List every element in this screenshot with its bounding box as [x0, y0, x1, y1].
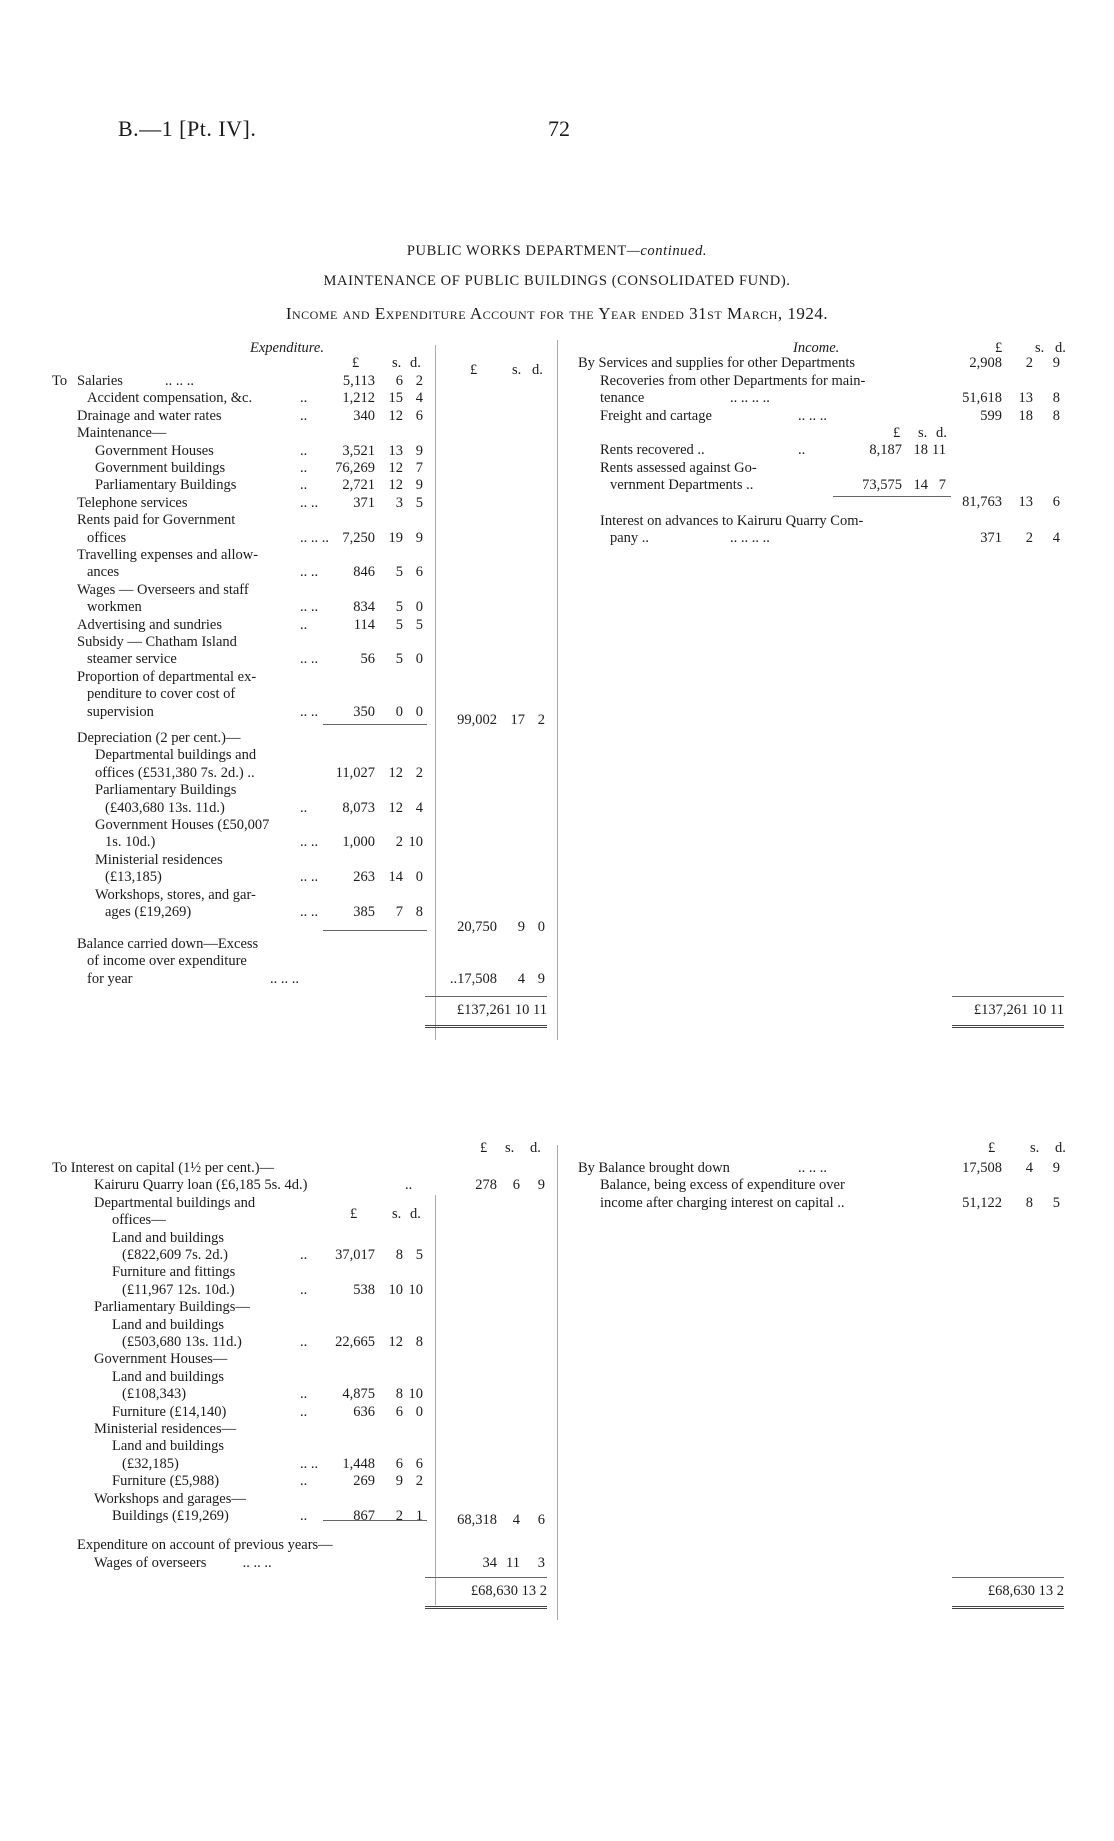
exp-subtotal2-pounds: 20,750	[457, 919, 497, 935]
int-line-dots: .. ..	[300, 1455, 319, 1472]
int-line-dots: ..	[300, 1247, 308, 1263]
balance-line-label: of income over expenditure	[87, 953, 247, 970]
int-subtotal-shillings: 4	[512, 1512, 520, 1528]
inc-line-label: Freight and cartage	[600, 408, 712, 424]
right2-line-dots: .. .. ..	[798, 1160, 827, 1176]
dep-line-shillings: 12	[388, 764, 403, 781]
dep-line-shillings: 7	[395, 904, 403, 920]
int-line-pounds: 636	[353, 1403, 375, 1420]
exp-line-shillings: 12	[388, 460, 403, 476]
exp-line-label: ances	[87, 564, 120, 581]
inc-line-pence: 9	[1052, 355, 1060, 371]
int-line-label: Land and buildings	[112, 1438, 224, 1455]
inc-line-pence: 4	[1052, 530, 1060, 546]
inc-line-dots: .. .. .. ..	[730, 530, 770, 546]
exp-line-dots: .. ..	[300, 703, 319, 720]
inc-inner-pence: 11	[932, 442, 946, 458]
expenditure-total: £137,261 10 11	[456, 1002, 547, 1018]
wages-pounds: 34	[482, 1555, 497, 1571]
exp-line-pence: 0	[415, 703, 423, 720]
dep-line-pence: 4	[415, 799, 423, 816]
inc-line-dots: ..	[798, 442, 806, 458]
exp-line-label: Subsidy — Chatham Island	[77, 634, 237, 650]
center-divider-lower	[557, 1145, 558, 1620]
exp-line-label: Drainage and water rates	[77, 407, 222, 424]
inc-inner-pound-head: £	[893, 425, 901, 441]
inc-line-label: By Services and supplies for other Departments	[578, 355, 856, 371]
dep-line-pounds: 11,027	[335, 764, 375, 781]
exp-line-shillings: 5	[395, 651, 403, 668]
balance-carried-pence: 9	[537, 971, 545, 987]
int-line-pence: 10	[408, 1386, 423, 1403]
exp-outer-pence-head: d.	[532, 362, 543, 378]
inc-line-shillings: 13	[1018, 494, 1033, 510]
inc-line-label: pany ..	[610, 530, 650, 546]
int-line-dots: ..	[300, 1473, 308, 1490]
int-total-line-pence: 9	[537, 1177, 545, 1194]
balance-line-label: Balance carried down—Excess	[77, 936, 259, 952]
right2-total-double-rule	[952, 1606, 1064, 1609]
exp-line-dots: ..	[300, 390, 308, 407]
inc-line-label: Rents assessed against Go-	[600, 460, 757, 476]
exp-line-label: Rents paid for Government	[77, 512, 236, 529]
exp-line-pence: 5	[415, 494, 423, 511]
inc-line-shillings: 2	[1025, 355, 1033, 371]
exp-line-pence: 6	[415, 564, 423, 581]
dep-line-pence: 10	[408, 834, 423, 851]
right2-line-shillings: 4	[1025, 1160, 1033, 1176]
int-line-label: Land and buildings	[112, 1368, 224, 1385]
exp-line-shillings: 5	[395, 616, 403, 633]
right2-line-pence: 9	[1052, 1160, 1060, 1176]
balance-carried-pounds: ..17,508	[449, 971, 497, 987]
account-title: Income and Expenditure Account for the Year ended 31st March, 1924.	[285, 304, 829, 323]
exp-line-label: Government buildings	[95, 460, 226, 476]
int-total-double-rule	[425, 1606, 547, 1609]
dep-line-label: 1s. 10d.)	[105, 834, 156, 851]
int-line-shillings: 6	[395, 1455, 403, 1472]
int-line-label: Workshops and garages—	[94, 1490, 246, 1507]
int-line-pounds: 1,448	[342, 1455, 375, 1472]
inc-pound-head: £	[995, 340, 1003, 356]
exp-line-label: supervision	[87, 703, 154, 720]
int-line-label: Land and buildings	[112, 1229, 224, 1246]
int-inner-pound-head: £	[350, 1206, 358, 1222]
exp-line-pounds: 114	[353, 616, 375, 633]
int-line-pence: 10	[408, 1281, 423, 1298]
dep-line-shillings: 2	[395, 834, 403, 851]
inc-inner-pence: 7	[938, 477, 946, 493]
right2-line-label: By Balance brought down	[578, 1160, 730, 1176]
exp-line-pence: 9	[415, 477, 423, 494]
exp-line-dots: .. ..	[300, 494, 319, 511]
exp-line-shillings: 15	[388, 390, 403, 407]
int-line-label: Departmental buildings and	[94, 1194, 256, 1211]
int-line-label: (£11,967 12s. 10d.)	[122, 1281, 235, 1298]
inc-inner-shilling-head: s.	[918, 425, 928, 441]
center-divider	[557, 340, 558, 1040]
int-line-shillings: 8	[395, 1247, 403, 1263]
exp-line-pence: 9	[415, 442, 423, 459]
int-line-dots: ..	[300, 1508, 308, 1524]
dep-line-label: Government Houses (£50,007	[95, 817, 270, 833]
int-line-label: (£108,343)	[122, 1386, 187, 1403]
exp-line-pence: 9	[415, 529, 423, 546]
right2-line-pounds: 17,508	[962, 1160, 1002, 1176]
exp-line-shillings: 12	[388, 407, 403, 424]
exp-line-label: Advertising and sundries	[77, 616, 222, 633]
int-line-label: Parliamentary Buildings—	[94, 1299, 250, 1316]
bal-shilling-head: s.	[1030, 1140, 1040, 1156]
inc-inner-pounds: 73,575	[862, 477, 902, 493]
dep-line-shillings: 14	[388, 869, 403, 886]
exp-line-shillings: 12	[388, 477, 403, 494]
inc-inner-pence-head: d.	[936, 425, 947, 441]
fund-title: MAINTENANCE OF PUBLIC BUILDINGS (CONSOLIDATED FUND).	[323, 273, 791, 289]
exp-outer-pound-head: £	[470, 362, 478, 378]
exp-line-pounds: 350	[353, 703, 375, 720]
exp-line-pounds: 5,113	[342, 373, 375, 389]
int-line-pounds: 4,875	[342, 1386, 375, 1403]
page-number: 72	[548, 116, 570, 141]
inc-line-label: Recoveries from other Departments for main-	[600, 373, 866, 389]
exp-line-label: Travelling expenses and allow-	[77, 547, 259, 563]
inc-line-pence: 8	[1052, 390, 1060, 406]
int-line-label: (£32,185)	[122, 1455, 179, 1472]
exp-line-pence: 0	[415, 651, 423, 668]
exp-line-label: penditure to cover cost of	[87, 686, 236, 703]
dep-line-label: ages (£19,269)	[105, 904, 192, 920]
dep-line-pounds: 1,000	[342, 834, 375, 851]
exp-outer-shilling-head: s.	[512, 362, 522, 378]
exp-line-dots: ..	[300, 407, 308, 424]
int-line-label: Buildings (£19,269)	[112, 1508, 229, 1524]
balance-dots: .. .. ..	[270, 971, 299, 987]
exp-line-label: Wages — Overseers and staff	[77, 581, 249, 598]
left-column-divider-lower	[435, 1195, 436, 1605]
exp-line-label: Parliamentary Buildings	[95, 477, 237, 494]
inc-line-label: vernment Departments ..	[610, 477, 754, 493]
exp-line-pence: 5	[415, 616, 423, 633]
inc-line-dots: .. .. .. ..	[730, 390, 770, 406]
previous-years-label: Expenditure on account of previous years—	[77, 1537, 333, 1553]
dep-line-pence: 0	[415, 869, 423, 886]
int-line-dots: ..	[300, 1403, 308, 1420]
dep-line-shillings: 12	[388, 799, 403, 816]
exp-line-pounds: 56	[360, 651, 375, 668]
inc-inner-shillings: 18	[913, 442, 928, 458]
int-line-shillings: 12	[388, 1334, 403, 1350]
exp-line-pounds: 371	[353, 494, 375, 511]
exp-line-pence: 6	[415, 407, 423, 424]
int-pound-head: £	[480, 1140, 488, 1156]
int-line-pounds: 37,017	[335, 1247, 375, 1263]
exp-line-dots: ..	[300, 442, 308, 459]
dep-line-label: Parliamentary Buildings	[95, 782, 237, 799]
exp-inner-pound-head: £	[352, 355, 360, 371]
exp-line-label: Government Houses	[95, 442, 214, 459]
exp-line-shillings: 5	[395, 564, 403, 581]
int-line-label: Government Houses—	[94, 1351, 228, 1368]
exp-subtotal1-pounds: 99,002	[457, 712, 497, 728]
int-line-dots: ..	[300, 1386, 308, 1403]
exp-line-dots: .. ..	[300, 599, 319, 616]
inc-inner-pounds: 8,187	[869, 442, 902, 458]
dep-line-dots: .. ..	[300, 904, 319, 920]
to-prefix: To	[52, 373, 68, 389]
int-line-label: (£503,680 13s. 11d.)	[122, 1334, 242, 1350]
exp-line-dots: .. ..	[300, 564, 319, 581]
int-subtotal-pence: 6	[537, 1512, 545, 1528]
exp-line-dots: ..	[300, 616, 308, 633]
int-line-pence: 1	[415, 1508, 423, 1524]
exp-inner-shilling-head: s.	[392, 355, 402, 371]
wages-overseers-label: Wages of overseers .. .. ..	[94, 1555, 272, 1571]
int-line-label: Ministerial residences—	[94, 1421, 237, 1437]
int-line-shillings: 9	[395, 1473, 403, 1490]
exp-inner-pence-head: d.	[410, 355, 421, 371]
int-total-line-pounds: 278	[475, 1177, 497, 1194]
inc-line-shillings: 2	[1025, 530, 1033, 546]
int-line-label: Furniture (£5,988)	[112, 1473, 220, 1490]
int-total-line-shillings: 6	[512, 1177, 520, 1194]
int-inner-shilling-head: s.	[392, 1206, 402, 1222]
inc-line-shillings: 18	[1018, 408, 1033, 424]
exp-line-pence: 2	[415, 373, 423, 389]
exp-line-label: steamer service	[87, 651, 177, 668]
exp-line-dots: ..	[300, 460, 308, 476]
int-line-label: To Interest on capital (1½ per cent.)—	[52, 1160, 275, 1176]
dep-line-label: (£13,185)	[105, 869, 162, 886]
int-subtotal-pounds: 68,318	[457, 1512, 497, 1528]
int-line-pounds: 867	[353, 1508, 375, 1524]
dep-line-dots: ..	[300, 799, 308, 816]
int-line-shillings: 10	[388, 1281, 403, 1298]
exp-subtotal2-pence: 0	[537, 919, 545, 935]
exp-line-shillings: 19	[388, 529, 403, 546]
exp-line-shillings: 0	[395, 703, 403, 720]
exp-line-label: workmen	[87, 599, 142, 616]
int-line-label: Land and buildings	[112, 1316, 224, 1333]
exp-line-shillings: 6	[395, 373, 403, 389]
exp-line-pounds: 340	[353, 407, 375, 424]
inc-line-pounds: 2,908	[969, 355, 1002, 371]
exp-subtotal2-shillings: 9	[517, 919, 525, 935]
int-line-shillings: 8	[395, 1386, 403, 1403]
int-line-shillings: 2	[395, 1508, 403, 1524]
right2-line-label: income after charging interest on capital ..	[600, 1194, 845, 1211]
dep-line-pounds: 385	[353, 904, 375, 920]
exp-line-dots: ..	[300, 477, 308, 494]
dep-line-dots: .. ..	[300, 834, 319, 851]
exp-line-label: Maintenance—	[77, 425, 167, 442]
interest-total: £68,630 13 2	[470, 1583, 547, 1599]
exp-subtotal1-shillings: 17	[510, 712, 525, 728]
exp-line-pence: 4	[415, 390, 423, 407]
int-line-pounds: 538	[353, 1281, 375, 1298]
exp-line-pounds: 2,721	[342, 477, 375, 494]
inc-total-double-rule	[952, 1025, 1064, 1028]
exp-subtotal1-pence: 2	[537, 712, 545, 728]
exp-line-label: Proportion of departmental ex-	[77, 668, 257, 685]
int-line-pounds: 22,665	[335, 1334, 375, 1350]
inc-inner-shillings: 14	[913, 477, 928, 493]
exp-line-dots: .. .. ..	[300, 529, 329, 546]
exp-line-pounds: 846	[353, 564, 375, 581]
income-heading: Income.	[793, 340, 840, 356]
inc-line-pounds: 51,618	[962, 390, 1002, 406]
exp-total-rule	[425, 996, 547, 997]
inc-line-pounds: 599	[980, 408, 1002, 424]
int-shilling-head: s.	[505, 1140, 515, 1156]
int-line-label: offices—	[112, 1212, 166, 1229]
inc-line-label: tenance	[600, 390, 645, 406]
inc-line-label: Interest on advances to Kairuru Quarry Com-	[600, 513, 864, 529]
int-line-dots: ..	[300, 1334, 308, 1350]
exp-line-label: Accident compensation, &c.	[87, 390, 253, 407]
inc-rule-1	[833, 496, 951, 497]
dep-line-label: Ministerial residences	[95, 851, 223, 868]
inc-line-pence: 8	[1052, 408, 1060, 424]
inc-total-rule	[952, 996, 1064, 997]
int-line-dots: ..	[405, 1177, 413, 1194]
dep-line-dots: .. ..	[300, 869, 319, 886]
inc-line-pounds: 81,763	[962, 494, 1002, 510]
right2-total-rule	[952, 1577, 1064, 1578]
int-line-label: Furniture and fittings	[112, 1264, 236, 1281]
inc-line-pence: 6	[1052, 494, 1060, 510]
dep-line-pounds: 263	[353, 869, 375, 886]
exp-line-pounds: 834	[353, 599, 375, 616]
int-line-label: Furniture (£14,140)	[112, 1403, 227, 1420]
dep-line-label: Depreciation (2 per cent.)—	[77, 730, 241, 746]
inc-line-pounds: 371	[980, 530, 1002, 546]
exp-line-pounds: 7,250	[342, 529, 375, 546]
int-inner-pence-head: d.	[410, 1206, 421, 1222]
exp-line-pounds: 76,269	[335, 460, 375, 476]
wages-shillings: 11	[506, 1555, 520, 1571]
inc-shilling-head: s.	[1035, 340, 1045, 356]
exp-line-shillings: 5	[395, 599, 403, 616]
inc-line-label: Rents recovered ..	[600, 442, 705, 458]
exp-line-pence: 7	[415, 460, 423, 476]
right2-line-shillings: 8	[1025, 1194, 1033, 1211]
exp-line-dots: .. .. ..	[165, 373, 194, 389]
inc-line-shillings: 13	[1018, 390, 1033, 406]
exp-line-pence: 0	[415, 599, 423, 616]
int-line-label: Kairuru Quarry loan (£6,185 5s. 4d.)	[94, 1177, 308, 1194]
dep-line-pence: 8	[415, 904, 423, 920]
exp-line-shillings: 13	[388, 442, 403, 459]
inc-pence-head: d.	[1055, 340, 1066, 356]
balance-right-total: £68,630 13 2	[987, 1583, 1064, 1599]
int-line-pence: 2	[415, 1473, 423, 1490]
dep-line-label: Workshops, stores, and gar-	[95, 886, 256, 903]
right2-line-label: Balance, being excess of expenditure over	[600, 1177, 845, 1194]
balance-carried-shillings: 4	[517, 971, 525, 987]
right2-line-pence: 5	[1052, 1194, 1060, 1211]
wages-pence: 3	[537, 1555, 545, 1571]
dep-line-pence: 2	[415, 764, 423, 781]
exp-line-label: Telephone services	[77, 494, 188, 511]
exp-line-pounds: 1,212	[342, 390, 375, 407]
bal-pence-head: d.	[1055, 1140, 1066, 1156]
exp-line-shillings: 3	[395, 494, 403, 511]
exp-line-pounds: 3,521	[342, 442, 375, 459]
income-total: £137,261 10 11	[973, 1002, 1064, 1018]
inc-line-dots: .. .. ..	[798, 408, 827, 424]
balance-line-label: for year	[87, 970, 133, 987]
department-title: PUBLIC WORKS DEPARTMENT—continued.	[406, 243, 708, 259]
dep-line-label: offices (£531,380 7s. 2d.) ..	[95, 764, 255, 781]
bal-pound-head: £	[988, 1140, 996, 1156]
exp-line-label: offices	[87, 529, 127, 546]
int-line-shillings: 6	[395, 1403, 403, 1420]
int-line-pence: 0	[415, 1403, 423, 1420]
exp-line-dots: .. ..	[300, 651, 319, 668]
dep-line-pounds: 8,073	[342, 799, 375, 816]
int-line-label: (£822,609 7s. 2d.)	[122, 1247, 228, 1263]
expenditure-heading: Expenditure.	[250, 340, 324, 356]
int-line-dots: ..	[300, 1281, 308, 1298]
int-line-pence: 6	[415, 1455, 423, 1472]
int-line-pence: 5	[415, 1247, 423, 1263]
int-line-pence: 8	[415, 1334, 423, 1350]
dep-line-label: Departmental buildings and	[95, 747, 257, 764]
exp-total-double-rule	[425, 1025, 547, 1028]
int-pence-head: d.	[530, 1140, 541, 1156]
int-line-pounds: 269	[353, 1473, 375, 1490]
int-total-rule	[425, 1577, 547, 1578]
document-reference: B.—1 [Pt. IV].	[118, 116, 257, 141]
dep-line-label: (£403,680 13s. 11d.)	[105, 799, 225, 816]
exp-line-label: Salaries	[77, 373, 123, 389]
right2-line-pounds: 51,122	[962, 1194, 1002, 1211]
